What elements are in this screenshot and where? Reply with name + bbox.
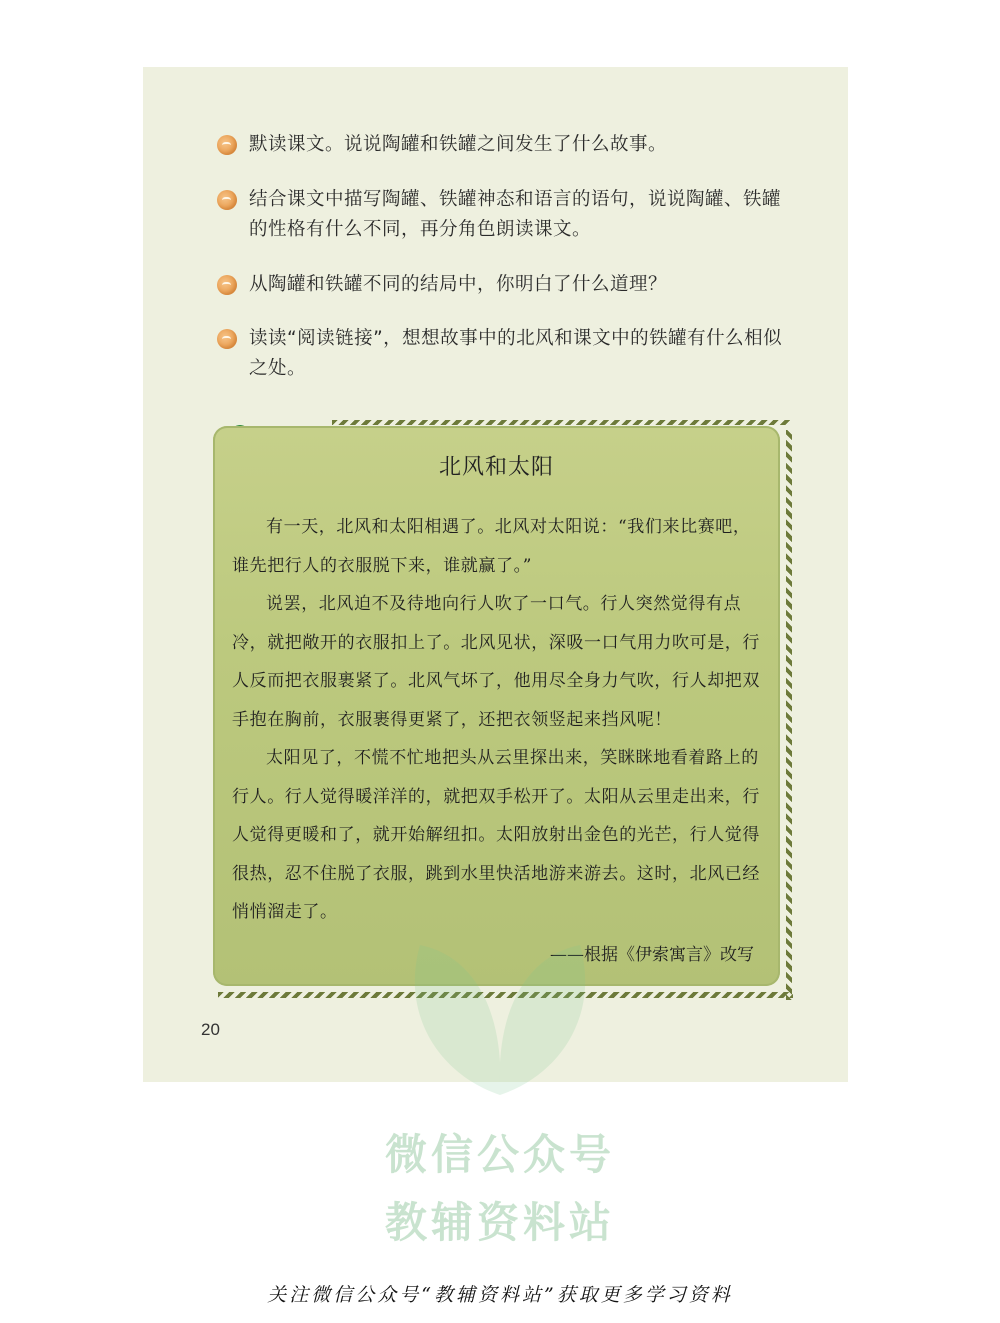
story-body xyxy=(232,508,762,932)
story-paragraph: 太阳见了，不慌不忙地把头从云里探出来，笑眯眯地看着路上的行人。行人觉得暖洋洋的，就把双手松开了。太阳从云里走出来，行人觉得更暖和了，就开始解纽扣。太阳放射出金色的光芒，行人觉得很热，忍不住脱了衣服，跳到水里快活地游来游去。这时，北风已经悄悄溜走了。 xyxy=(232,748,760,922)
question-3 xyxy=(217,270,797,300)
question-text: 从陶罐和铁罐不同的结局中，你明白了什么道理？ xyxy=(249,274,668,295)
frame-stripe-top xyxy=(332,420,790,425)
question-2 xyxy=(217,185,797,245)
question-text: 结合课文中描写陶罐、铁罐神态和语言的语句，说说陶罐、铁罐的性格有什么不同，再分角色朗读课文。 xyxy=(249,189,782,240)
story-paragraph: 说罢，北风迫不及待地向行人吹了一口气。行人突然觉得有点冷，就把敞开的衣服扣上了。北风见状，深吸一口气用力吹可是，行人反而把衣服裹紧了。北风气坏了，他用尽全身力气吹，行人却把双手抱在胸前，衣服裹得更紧了，还把衣领竖起来挡风呢！ xyxy=(232,594,760,730)
bullet-icon xyxy=(217,329,237,349)
watermark-line-2: 教辅资料站 xyxy=(384,1198,615,1247)
watermark-line-1: 微信公众号 xyxy=(384,1130,615,1179)
page-number: 20 xyxy=(201,1020,220,1039)
story-source: ——根据《伊索寓言》改写 xyxy=(550,945,754,965)
question-4 xyxy=(217,324,797,384)
story-paragraph: 有一天，北风和太阳相遇了。北风对太阳说：“我们来比赛吧，谁先把行人的衣服脱下来，谁就赢了。” xyxy=(232,517,751,576)
footer-note: 关注微信公众号“教辅资料站”获取更多学习资料 xyxy=(267,1284,733,1306)
bullet-icon xyxy=(217,275,237,295)
frame-stripe-right xyxy=(786,430,792,1000)
question-text: 读读“阅读链接”，想想故事中的北风和课文中的铁罐有什么相似之处。 xyxy=(249,328,783,379)
leaf-logo-icon xyxy=(380,905,620,1105)
bullet-icon xyxy=(217,135,237,155)
question-1 xyxy=(217,130,797,160)
story-title: 北风和太阳 xyxy=(438,455,554,480)
bullet-icon xyxy=(217,190,237,210)
question-text: 默读课文。说说陶罐和铁罐之间发生了什么故事。 xyxy=(249,134,668,155)
